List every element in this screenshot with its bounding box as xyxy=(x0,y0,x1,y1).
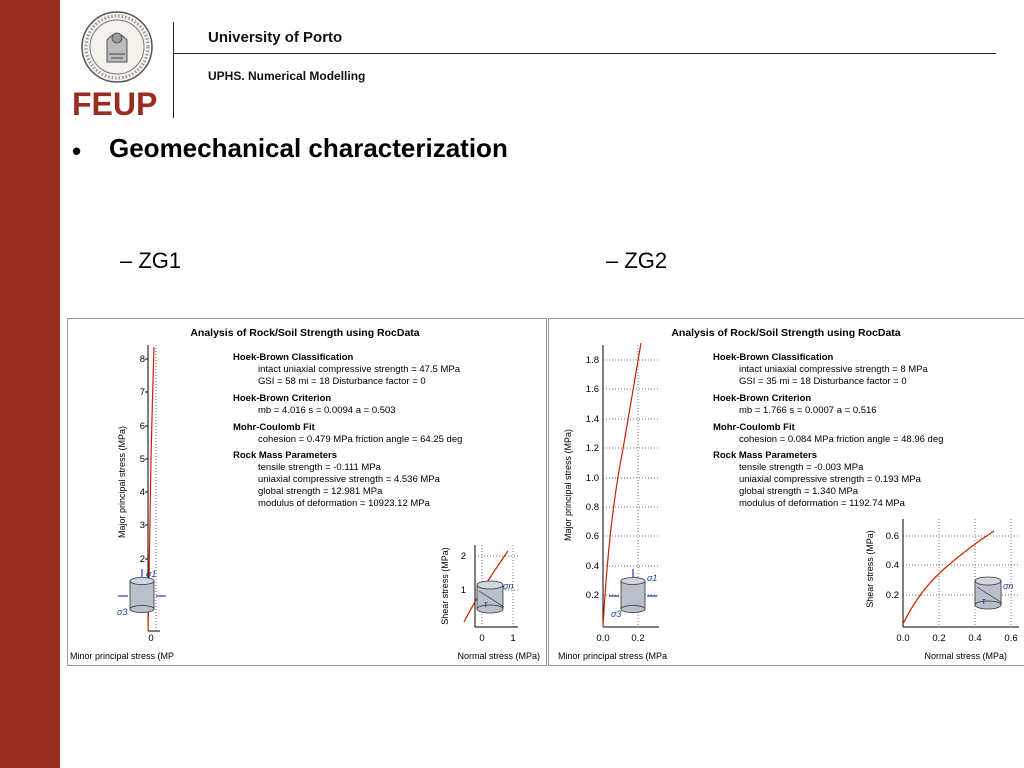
sigma3-label: σ3 xyxy=(611,609,622,619)
inset-x-tick-label: 0 xyxy=(479,633,485,644)
y-tick-label: 1.8 xyxy=(585,355,599,366)
hb-classification-line: intact uniaxial compressive strength = 47.5 MPa xyxy=(258,364,460,375)
hb-classification-line: intact uniaxial compressive strength = 8 MPa xyxy=(739,364,928,375)
parameters-block xyxy=(713,352,943,509)
rock-mass-line: global strength = 12.981 MPa xyxy=(258,486,383,497)
x-tick-label: 0.0 xyxy=(596,633,610,644)
course-name: UPHS. Numerical Modelling xyxy=(208,69,366,83)
hb-criterion-title: Hoek-Brown Criterion xyxy=(233,393,332,404)
sigma-n-label: σn xyxy=(1003,581,1014,591)
y-tick-label: 4 xyxy=(139,487,145,498)
hb-classification-title: Hoek-Brown Classification xyxy=(713,352,834,363)
y-tick-label: 0.6 xyxy=(585,531,599,542)
rock-mass-line: modulus of deformation = 10923.12 MPa xyxy=(258,498,430,509)
y-tick-label: 7 xyxy=(139,387,145,398)
rocdata-panel-zg1 xyxy=(67,318,547,666)
heading-bullet: • xyxy=(72,136,82,166)
main-y-axis-label: Major principal stress (MPa) xyxy=(117,425,127,539)
y-tick-label: 1.6 xyxy=(585,384,599,395)
inset-y-axis-label: Shear stress (MPa) xyxy=(440,547,450,625)
hb-criterion-title: Hoek-Brown Criterion xyxy=(713,393,812,404)
hb-classification-title: Hoek-Brown Classification xyxy=(233,352,354,363)
y-tick-label: 6 xyxy=(139,421,145,432)
y-tick-label: 1.2 xyxy=(585,443,599,454)
y-tick-label: 8 xyxy=(139,354,145,365)
inset-y-tick-label: 0.4 xyxy=(885,560,899,571)
inset-x-axis-label: Normal stress (MPa) xyxy=(457,651,540,661)
rock-mass-line: modulus of deformation = 1192.74 MPa xyxy=(739,498,905,509)
inset-x-tick-label: 0.2 xyxy=(932,633,946,644)
inset-x-tick-label: 0.4 xyxy=(968,633,982,644)
y-tick-label: 1.4 xyxy=(585,414,599,425)
panel-title: Analysis of Rock/Soil Strength using RocData xyxy=(190,327,420,339)
hb-classification-line: GSI = 58 mi = 18 Disturbance factor = 0 xyxy=(258,376,426,387)
rock-mass-line: uniaxial compressive strength = 0.193 MPa xyxy=(739,474,921,485)
inset-shear-chart xyxy=(865,519,1019,661)
rock-mass-line: tensile strength = -0.111 MPa xyxy=(258,462,381,473)
rock-mass-line: global strength = 1.340 MPa xyxy=(739,486,859,497)
rock-mass-line: tensile strength = -0.003 MPa xyxy=(739,462,864,473)
inset-x-axis-label: Normal stress (MPa) xyxy=(924,651,1007,661)
main-x-axis-label: Minor principal stress (MP xyxy=(70,651,175,661)
inset-y-tick-label: 0.2 xyxy=(885,590,899,601)
y-tick-label: 0.4 xyxy=(585,561,599,572)
sigma1-label: σ1 xyxy=(647,573,658,583)
inset-y-tick-label: 0.6 xyxy=(885,531,899,542)
y-tick-label: 1.0 xyxy=(585,473,599,484)
inset-y-tick-label: 1 xyxy=(460,585,466,596)
university-seal-icon xyxy=(80,10,154,84)
parameters-block xyxy=(233,352,462,509)
x-tick-label: 0.2 xyxy=(631,633,645,644)
y-tick-label: 0.2 xyxy=(585,590,599,601)
hb-classification-line: GSI = 35 mi = 18 Disturbance factor = 0 xyxy=(739,376,907,387)
header-vertical-divider xyxy=(173,22,174,118)
mohr-coulomb-title: Mohr-Coulomb Fit xyxy=(713,422,795,433)
main-strength-chart xyxy=(558,343,667,661)
header-horizontal-divider xyxy=(173,53,996,54)
triaxial-sample-icon xyxy=(117,569,166,617)
triaxial-sample-icon xyxy=(609,569,657,619)
tau-label: τ xyxy=(484,599,488,609)
rocdata-panel-zg2 xyxy=(548,318,1024,666)
rock-mass-title: Rock Mass Parameters xyxy=(713,450,818,461)
x-tick-label: 0 xyxy=(148,633,154,644)
shear-sample-icon xyxy=(477,581,513,613)
inset-x-tick-label: 0.0 xyxy=(896,633,910,644)
sidebar-accent-bar xyxy=(0,0,60,768)
mohr-coulomb-line: cohesion = 0.479 MPa friction angle = 64.25 deg xyxy=(258,434,463,445)
y-tick-label: 2 xyxy=(139,554,145,565)
inset-y-axis-label: Shear stress (MPa) xyxy=(865,530,875,608)
y-tick-label: 5 xyxy=(139,454,145,465)
y-tick-label: 3 xyxy=(139,520,145,531)
hb-criterion-line: mb = 1.766 s = 0.0007 a = 0.516 xyxy=(739,405,877,416)
feup-logo-text: FEUP xyxy=(72,86,158,122)
zone-label-zg1: – ZG1 xyxy=(120,248,182,273)
university-name: University of Porto xyxy=(208,29,343,46)
inset-x-tick-label: 0.6 xyxy=(1004,633,1018,644)
sigma-n-label: σn xyxy=(503,581,514,591)
zone-label-zg2: – ZG2 xyxy=(606,248,668,273)
inset-x-tick-label: 1 xyxy=(510,633,516,644)
hb-criterion-line: mb = 4.016 s = 0.0094 a = 0.503 xyxy=(258,405,396,416)
rock-mass-line: uniaxial compressive strength = 4.536 MPa xyxy=(258,474,440,485)
inset-shear-chart xyxy=(440,545,540,661)
main-x-axis-label: Minor principal stress (MPa xyxy=(558,651,668,661)
mohr-coulomb-title: Mohr-Coulomb Fit xyxy=(233,422,315,433)
panel-title: Analysis of Rock/Soil Strength using RocData xyxy=(671,327,901,339)
slide-heading: Geomechanical characterization xyxy=(109,133,508,163)
main-y-axis-label: Major principal stress (MPa) xyxy=(563,428,573,542)
feup-logo xyxy=(62,0,174,125)
tau-label: τ xyxy=(982,596,986,606)
sigma1-label: σ1 xyxy=(146,569,157,579)
main-strength-chart xyxy=(70,345,174,661)
shear-sample-icon xyxy=(975,577,1013,609)
inset-y-tick-label: 2 xyxy=(460,551,466,562)
rock-mass-title: Rock Mass Parameters xyxy=(233,450,338,461)
sigma3-label: σ3 xyxy=(117,607,128,617)
mohr-coulomb-line: cohesion = 0.084 MPa friction angle = 48.96 deg xyxy=(739,434,944,445)
y-tick-label: 0.8 xyxy=(585,502,599,513)
